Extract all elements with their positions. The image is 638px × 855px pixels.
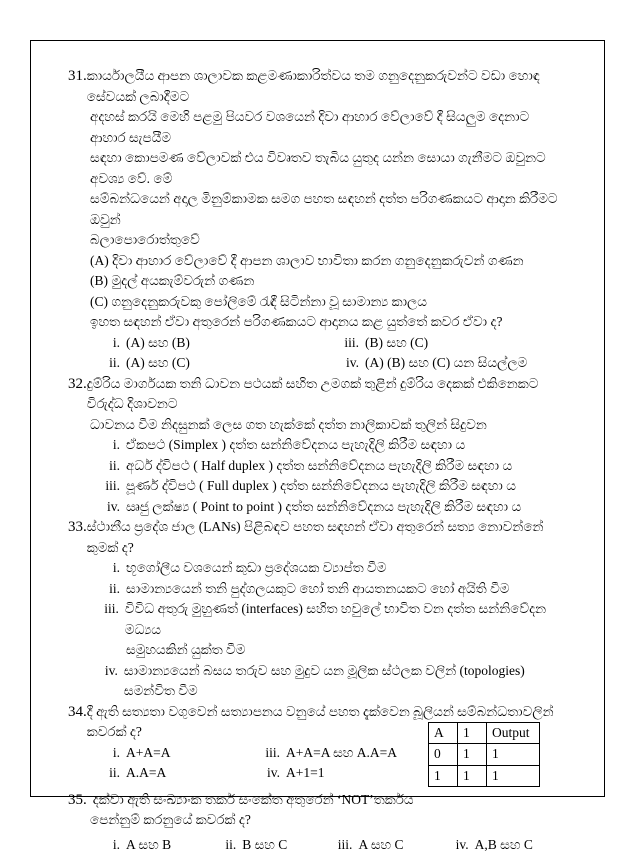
question-35	[68, 790, 568, 855]
answer-option[interactable]: iii. විවිධ අතුරු මුහුණත් (interfaces) සහිත හවුලේ භාවිත වන දත්ත සන්නිවේදන මධ්‍යය	[68, 599, 568, 640]
question-line: සඳහා කොපමණ වේලාවක් එය විවෘතව තැබිය යුතුද යන්න සොයා ගැනීමට ඔවුනට අවශ්‍ය වේ. මේ	[68, 148, 568, 189]
question-line: කාර්යාලයීය ආපන ශාලාවක කළමණාකාරිත්වය තම ගනුදෙනුකරුවන්ට වඩා හොඳ සේවයක් ලබාදීමට	[87, 66, 568, 107]
question-number: 34.	[68, 702, 87, 743]
question-32	[68, 374, 568, 518]
question-31	[68, 66, 568, 374]
question-number: 35.	[68, 790, 87, 811]
answer-option[interactable]: iii. (B) සහ (C)	[329, 333, 568, 354]
table-cell: 1	[487, 765, 540, 787]
answer-option[interactable]: i. A+A=A	[90, 743, 250, 764]
table-cell: 0	[429, 744, 458, 766]
answer-option[interactable]: ii. (A) සහ (C)	[90, 353, 329, 374]
answer-option[interactable]: iii. පූර්ණ ද්විපථ ( Full duplex ) දත්ත සන්නිවේදනය පැහැදිලි කිරීම සඳහා ය	[68, 476, 568, 497]
answer-option[interactable]: iv. (A) (B) සහ (C) යන සියල්ලම	[329, 353, 568, 374]
table-cell: 1	[458, 722, 487, 744]
answer-option[interactable]: iii. A+A=A සහ A.A=A	[250, 743, 410, 764]
question-number: 33.	[68, 517, 87, 558]
table-cell: 1	[458, 744, 487, 766]
answer-option[interactable]: iii. A සහ C	[322, 835, 438, 855]
question-line: දක්වා ඇති සංඛ්‍යාංක තර්ක සංකේත අතුරෙන් ‘NOT’තර්කය	[87, 790, 568, 811]
question-number: 32.	[68, 374, 87, 415]
answer-option[interactable]: ii. අර්ධ ද්විපථ ( Half duplex ) දත්ත සන්නිවේදනය පැහැදිලි කිරීම සඳහා ය	[68, 456, 568, 477]
table-cell: 1	[487, 744, 540, 766]
question-line: සම්බන්ධයෙන් අදාල මිනුම්කාමක සමග පහත සඳහන් දත්ත පරිගණකයට ආදාන කිරීමට ඔවුන්	[68, 189, 568, 230]
table-cell: A	[429, 722, 458, 744]
truth-table	[428, 722, 540, 788]
question-line: අදහස් කරයි මෙහි පළමු පියවර වශයෙන් දිවා ආහාර වේලාවේ දී සියලුම දෙනාට ආහාර සැපයීම	[68, 107, 568, 148]
answer-option[interactable]: i. ඒකපථ (Simplex ) දත්ත සන්නිවේදනය පැහැදිලි කිරීම සඳහා ය	[68, 435, 568, 456]
answer-option[interactable]: iv. A,B සහ C	[439, 835, 568, 855]
answer-option[interactable]: ii. B සහ C	[206, 835, 322, 855]
question-item: (B) මුදල් අයකැම්වරුන් ගණන	[68, 271, 568, 292]
question-prompt: ඉහත සඳහන් ඒවා අතුරෙන් පරිගණකයට ආදානය කළ යුත්තේ කවර ඒවා ද?	[68, 312, 568, 333]
question-line: දුම්රිය මාර්ගයක තනි ධාවන පථයක් සහිත උමගක් තුළින් දුම්රිය දෙකක් එකිනෙකට විරුද්ධ දිශාවනට	[87, 374, 568, 415]
question-line: දී ඇති සත්‍යතා වගුවෙන් සත්‍යාපනය වනුයේ පහත දැක්වෙන බූලියන් සම්බන්ධතාවලින් කවරක් ද?	[87, 702, 568, 743]
answer-option-continuation: සමුහයකින් යුක්ත වීම	[68, 640, 568, 661]
answer-option[interactable]: iv. A+1=1	[250, 763, 410, 784]
question-item: (A) දිවා ආහාර වේලාවේ දී ආපන ශාලාව භාවිතා කරන ගනුදෙනුකරුවන් ගණන	[68, 251, 568, 272]
table-cell: 1	[429, 765, 458, 787]
question-33	[68, 517, 568, 702]
question-line: පෙන්නුම් කරනුයේ කවරක් ද?	[68, 810, 568, 831]
question-line: ස්ථානීය ප්‍රදේශ ජාල (LANs) පිළිබඳව පහත සඳහන් ඒවා අතුරෙන් සත්‍ය නොවන්නේ කුමක් ද?	[87, 517, 568, 558]
table-cell: Output	[487, 722, 540, 744]
answer-option[interactable]: i. භූගෝලීය වශයෙන් කුඩා ප්‍රදේශයක ව්‍යාප්ත වීම	[68, 558, 568, 579]
exam-content	[68, 66, 568, 855]
answer-options	[68, 835, 568, 855]
question-item: (C) ගනුදෙනුකරුවකු පෝලිමේ රැඳී සිටින්නා වූ සාමාන්‍ය කාලය	[68, 292, 568, 313]
question-line: බලාපොරොත්තුවේ	[68, 230, 568, 251]
answer-option[interactable]: i. A සහ B	[90, 835, 206, 855]
truth-table-header	[429, 722, 540, 744]
question-34	[68, 702, 568, 784]
answer-option[interactable]: ii. A.A=A	[90, 763, 250, 784]
table-row	[429, 765, 540, 787]
answer-option[interactable]: i. (A) සහ (B)	[90, 333, 329, 354]
table-cell: 1	[458, 765, 487, 787]
answer-option[interactable]: ii. සාමාන්‍යයෙන් තනි පුද්ගලයකුට හෝ තනි ආයතනයකට හෝ අයිති වීම	[68, 579, 568, 600]
table-row	[429, 744, 540, 766]
answer-option[interactable]: iv. සාමාන්‍යයෙන් බසය තරුව සහ මුදුව යන මූලික ස්ථලක වලින් (topologies) සමන්විත වීම	[68, 661, 568, 702]
question-line: ධාවනය වීම නිදසුනක් ලෙස ගත හැක්කේ දත්ත නාලිකාවක් තුලින් සිදුවන	[68, 415, 568, 436]
question-number: 31.	[68, 66, 87, 107]
answer-options	[68, 333, 568, 374]
answer-option[interactable]: iv. ඍජු ලක්ෂ්‍ය ( Point to point ) දත්ත සන්නිවේදනය පැහැදිලි කිරීම සඳහා ය	[68, 497, 568, 518]
